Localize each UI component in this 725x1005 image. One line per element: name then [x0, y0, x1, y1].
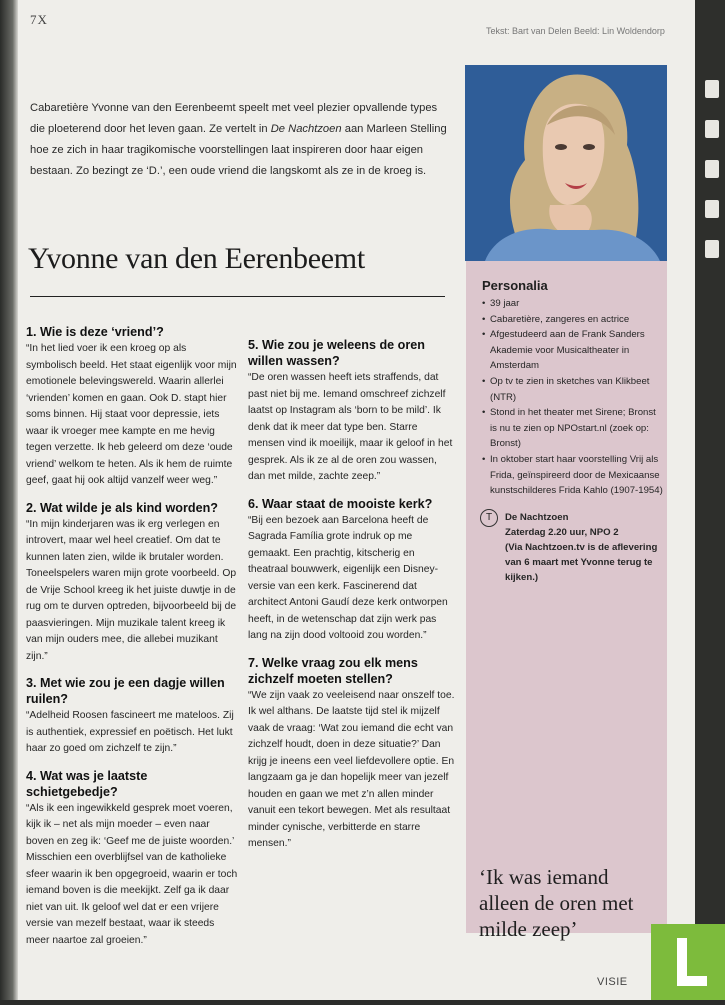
- page-marker: 7X: [30, 12, 48, 27]
- list-item: • Afgestudeerd aan de Frank Sanders Akademie voor Musicaltheater in Amsterdam: [482, 327, 664, 374]
- question: 2. Wat wilde je als kind worden?: [26, 500, 218, 515]
- question: 1. Wie is deze ‘vriend’?: [26, 325, 164, 339]
- title-divider: [30, 296, 445, 297]
- tv-info: [505, 510, 665, 585]
- qa-item: [26, 768, 238, 950]
- answer: “We zijn vaak zo veeleisend naar onszelf toe. Ik wel althans. De laatste tijd stel ik mijzelf vaak de vraag: ‘Wat zou iemand die echt van zichzelf houdt, doen in deze situatie?’ Dan krijg je ineens een veel liefdevollere optie. En langzaam ga je dan hopelijk meer van jezelf houden en gaan we met z’n allen minder vanuit een tekort bewegen. Met als resultaat minder cynische, verbitterde en starre mensen.”: [248, 689, 455, 849]
- page-binding-shadow: [0, 0, 18, 1000]
- article-title: Yvonne van den Eerenbeemt: [28, 242, 365, 275]
- qa-item: [248, 655, 456, 853]
- qa-item: [26, 324, 238, 490]
- question: 3. Met wie zou je een dagje willen ruilen?: [26, 676, 225, 706]
- qa-item: [248, 496, 456, 645]
- answer: “Adelheid Roosen fascineert me mateloos. Zij is authentiek, expressief en poëtisch. Het lukt haar zo goed om zichzelf te zijn.”: [26, 710, 234, 754]
- intro-text: Cabaretière Yvonne van den Eerenbeemt speelt met veel plezier opvallende types die ploeterend door het leven gaan. Ze vertelt in De Nachtzoen aan Marleen Stelling hoe ze zich in haar tragikomische voorstellingen laat inspireren door haar eigen bestaan. Zo bezingt ze ‘D.’, een oude vriend die langskomt als ze in de kroeg is.: [30, 102, 447, 177]
- list-item: • Stond in het theater met Sirene; Bronst is nu te zien op NPOstart.nl (zoek op: Bronst): [482, 405, 664, 452]
- qa-column-left: [26, 324, 238, 959]
- qa-item: [248, 337, 456, 486]
- answer: “In het lied voer ik een kroeg op als symbolisch beeld. Het staat eigenlijk voor mijn emotionele belevingswereld. Waarin allerlei ‘vrienden’ komen en gaan. Ook D. stapt hier soms binnen. Hij staat voor depressie, iets waar ik vroeger mee kampte en me hevig tegen verzette. Ik heb geleerd om deze ‘oude vriend’ welkom te heten. Als ik hem de ruimte geef, gaat hij ook altijd vanzelf weer weg.”: [26, 343, 237, 486]
- next-page-edge: [695, 0, 725, 1000]
- list-item: • In oktober start haar voorstelling Vrij als Frida, geïnspireerd door de Mexicaanse kunstschilderes Frida Kahlo (1907-1954): [482, 452, 664, 499]
- qa-item: [26, 500, 238, 666]
- portrait-photo: [465, 65, 667, 261]
- credits: Tekst: Bart van Delen Beeld: Lin Woldendorp: [486, 26, 665, 36]
- list-item: • 39 jaar: [482, 296, 664, 312]
- tv-schedule: Zaterdag 2.20 uur, NPO 2: [505, 527, 619, 538]
- tv-icon: T: [480, 509, 498, 527]
- answer: “Bij een bezoek aan Barcelona heeft de Sagrada Família grote indruk op me gemaakt. Een prachtig, kitscherig en theatraal bouwwerk, eigenlijk een Disney-versie van een kerk. Fascinerend dat architect Antoni Gaudí deze kerk ontworpen heeft, in de wetenschap dat zijn werk pas lang na zijn dood voltooid zou worden.”: [248, 514, 448, 641]
- personalia-list: [482, 296, 664, 499]
- pull-quote: ‘Ik was iemand alleen de oren met milde zeep’: [479, 865, 634, 941]
- watermark-logo-icon: [651, 924, 725, 1000]
- answer: “In mijn kinderjaren was ik erg verlegen en introvert, maar wel heel creatief. Om dat te kunnen laten zien, wilde ik brutaler worden. Toneelspelers waren mijn grote voorbeeld. Op de Vrije School kreeg ik het juiste duwtje in de rug om te durven optreden, bijvoorbeeld bij de paasvieringen. Mijn muzikale talent kreeg ik van mijn ouders mee, die allebei muzikant zijn.”: [26, 518, 237, 662]
- qa-column-middle: [248, 337, 456, 863]
- question: 6. Waar staat de mooiste kerk?: [248, 496, 433, 511]
- show-name: De Nachtzoen: [270, 123, 342, 135]
- question: 5. Wie zou je weleens de oren willen wassen?: [248, 338, 425, 368]
- question: 4. Wat was je laatste schietgebedje?: [26, 768, 148, 799]
- answer: “Als ik een ingewikkeld gesprek moet voeren, kijk ik – net als mijn moeder – even naar boven en zeg ik: ‘Geef me de juiste woorden.’ Misschien een overblijfsel van de katholieke sfeer waarin ik ben opgegroeid, waarin er toch iemand boven is die meekijkt. Zelf ga ik daar niet van uit. Ik geloof wel dat er een vrijere versie van mezelf bestaat, waar ik steeds meer naartoe zal groeien.”: [26, 802, 238, 946]
- answer: “De oren wassen heeft iets straffends, dat past niet bij me. Iemand omschreef zichzelf laatst op Instagram als ‘born to be mild’. Ik denk dat ik meer dat type ben. Starre mensen vind ik moeilijk, maar ik geloof in het gesprek. Als ik ze al de oren zou wassen, dan met milde, zachte zeep.”: [248, 372, 453, 482]
- tv-note: (Via Nachtzoen.tv is de aflevering van 6 maart met Yvonne terug te kijken.): [505, 542, 658, 583]
- magazine-name: VISIE: [597, 976, 628, 988]
- personalia-title: Personalia: [482, 278, 548, 293]
- question: 7. Welke vraag zou elk mens zichzelf moeten stellen?: [248, 655, 418, 686]
- qa-item: [26, 675, 238, 758]
- tv-show: De Nachtzoen: [505, 512, 569, 523]
- list-item: • Op tv te zien in sketches van Klikbeet (NTR): [482, 374, 664, 405]
- list-item: • Cabaretière, zangeres en actrice: [482, 312, 664, 328]
